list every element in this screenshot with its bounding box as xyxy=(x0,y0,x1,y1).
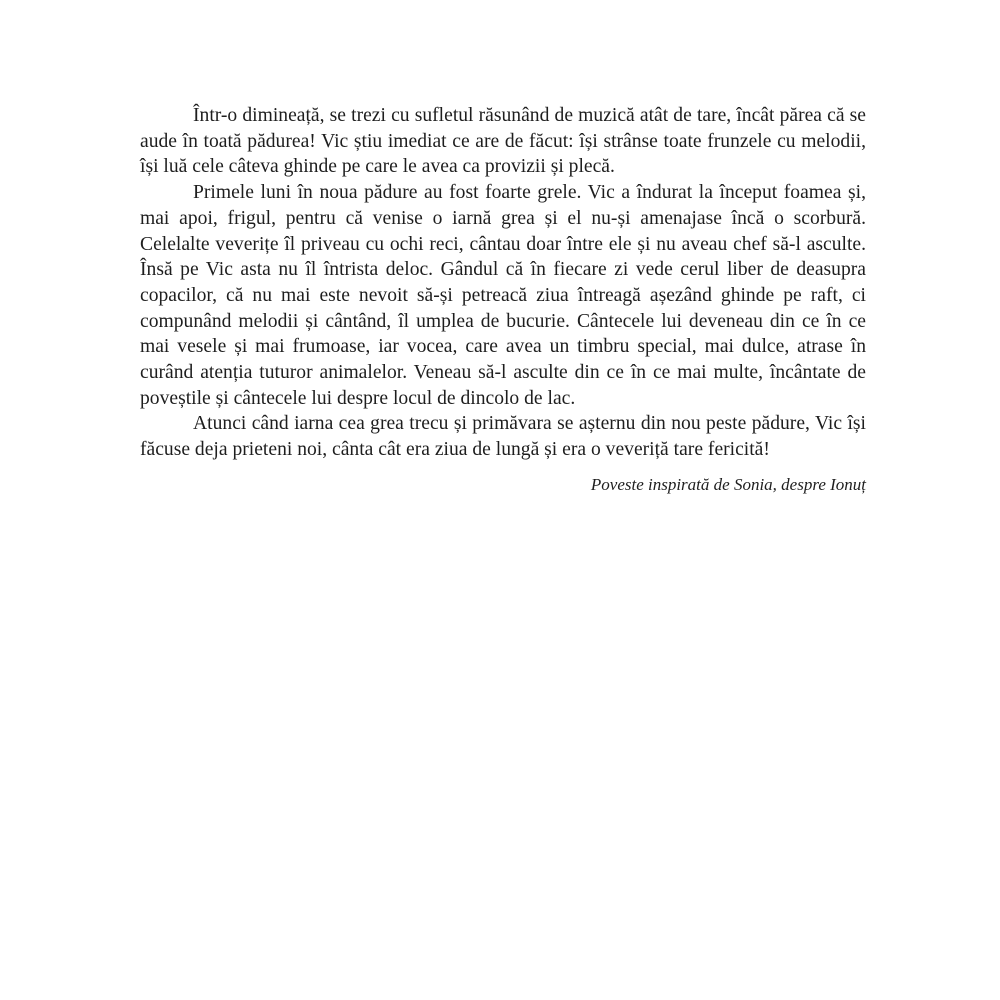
paragraph-1: Într-o dimineață, se trezi cu sufletul răsunând de muzică atât de tare, încât părea că se aude în toată pădurea! Vic știu imediat ce are de făcut: își strânse toate frunzele cu melodii, își luă cele câteva ghinde pe care le avea ca provizii și plecă. xyxy=(140,105,866,178)
story-signature: Poveste inspirată de Sonia, despre Ionuț xyxy=(590,474,866,494)
document-page xyxy=(140,103,866,496)
paragraph-2: Primele luni în noua pădure au fost foarte grele. Vic a îndurat la început foamea și, mai apoi, frigul, pentru că venise o iarnă grea și el nu-și amenajase încă o scorbură. Celelalte veverițe îl priveau cu ochi reci, cântau doar între ele și nu aveau chef să-l asculte. Însă pe Vic asta nu îl întrista deloc. Gândul că în fiecare zi vede cerul liber de deasupra copacilor, că nu mai este nevoit să-și petreacă ziua întreagă așezând ghinde pe raft, ci compunând melodii și cântând, îl umplea de bucurie. Cântecele lui deveneau din ce în ce mai vesele și mai frumoase, iar vocea, care avea un timbru special, mai dulce, atrase în curând atenția tuturor animalelor. Veneau să-l asculte din ce în ce mai multe, încântate de poveștile și cântecele lui despre locul de dincolo de lac. xyxy=(140,182,866,409)
paragraph-3: Atunci când iarna cea grea trecu și primăvara se așternu din nou peste pădure, Vic își făcuse deja prieteni noi, cânta cât era ziua de lungă și era o veveriță tare fericită! xyxy=(140,413,866,461)
